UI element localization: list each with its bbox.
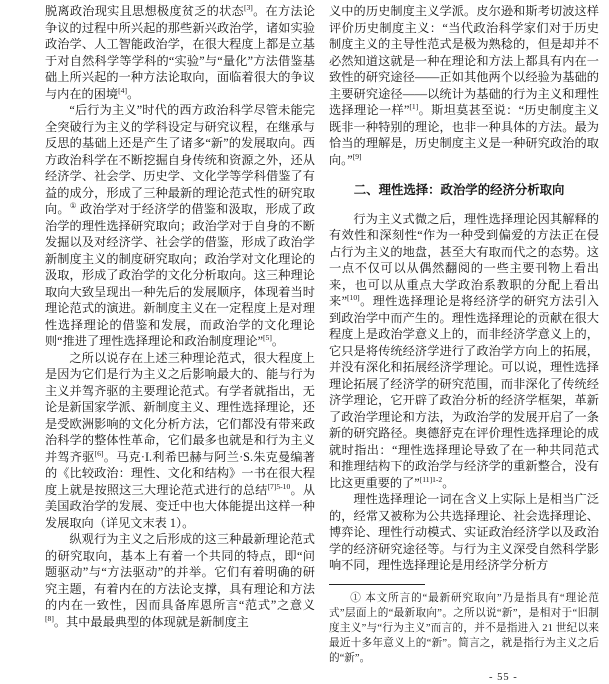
paragraph: 理性选择理论一词在含义上实际上是相当广泛的，经常又被称为公共选择理论、社会选择理论、博弈论、理性行动模式、实证政治经济学以及政治学的经济研究途径等。与行为主义深受自然科学影响不同，理性选择理论是用经济学分析方 — [329, 492, 599, 572]
paragraph: 行为主义式微之后，理性选择理论因其解释的有效性和深刻性“作为一种受到偏爱的方法正在侵占行为主义的地盘，甚至大有取而代之的态势。这一点不仅可以从偶然翻阅的一些主要刊物上看出来，也可以从重点大学政治系教职的分配上看出来”[10]。理性选择理论是将经济学的研究方法引入到政治学中而产生的。理性选择理论的贡献在很大程度上是政治学意义上的，而非经济学意义上的，它只是将传统经济学进行了政治学方向上的拓展，并没有深化和拓展经济学理论。可以说，理性选择理论拓展了经济学的研究范围，而非深化了传统经济学理论，它开辟了政治分析的经济学框架，革新了政治学理论和方法，为政治学的发展开启了一条新的研究路径。奥德舒克在评价理性选择理论的成就时指出：“理性选择理论导致了在一种共同范式和推理结构下的政治学与经济学的重新整合，没有比这更重要的了”$^{[11]1-2}$。 — [329, 211, 599, 490]
paragraph: 脱离政治现实且思想极度贫乏的状态[3]。在方法论争议的过程中所兴起的那些新兴政治学，诸如实验政治学、人工智能政治学，在很大程度上都是立基于对自然科学等学科的“实验”与“量化”方法借鉴基础上所兴起的一种方法论取向，面临着很大的争议与内在的困境[4]。 — [45, 2, 316, 101]
left-column — [45, 3, 315, 666]
section-heading: 二、理性选择：政治学的经济分析取向 — [353, 183, 565, 197]
citation-ref: [7]5-10 — [267, 481, 291, 491]
citation-ref: [8] — [45, 613, 54, 623]
citation-ref: [10] — [347, 292, 360, 302]
paragraph: 义中的历史制度主义学派。皮尔逊和斯考切波这样评价历史制度主义：“当代政治科学家们对于历史制度主义的主导性范式是极为熟稔的，但是却并不必然知道这就是一种在理论和方法上都具有内在一致性的研究途径——正如其他两个以经验为基础的主要研究途径——以统计为基础的行为主义和理性选择理论一样”[1]。斯坦莫甚至说：“历史制度主义既非一种特别的理论，也非一种具体的方法。最为恰当的理解是，历史制度主义是一种研究政治的取向。”[9] — [329, 4, 599, 167]
citation-ref: [6] — [94, 448, 104, 458]
right-column-text — [329, 3, 599, 574]
citation-ref: [9] — [352, 151, 362, 161]
footnote-text: ① 本文所言的“最新研究取向”乃是指具有“理论范式”层面上的“最新取向”。之所以说“新”，是相对于“旧制度主义”与“行为主义”而言的，并不是指进入 21 世纪以来最近十多年意义上的“新”。简言之，就是指行为主义之后的“新”。 — [329, 592, 599, 664]
footnote-separator-rule — [329, 584, 425, 585]
citation-ref: [11]1-2 — [419, 474, 443, 484]
paragraph: 纵观行为主义之后形成的这三种最新理论范式的研究取向，基本上有着一个共同的特点，即“问题驱动”与“方法驱动”的并举。它们有着明确的研究主题，有着内在的方法论支撑，具有理论和方法的内在一致性，因而具备库恩所言“范式”之意义[8]。其中最最典型的体现就是新制度主 — [45, 532, 315, 629]
paragraph: 之所以说存在上述三种理论范式，很大程度上是因为它们是行为主义之后影响最大的、能与行为主义并驾齐驱的主要理论范式。有学者就指出，无论是新国家学派、新制度主义、理性选择理论，还是受欧洲影响的文化分析方法，它们都没有带来政治科学的整体性革命，它们最多也就是和行为主义并驾齐驱[6]。马克·I.利希巴赫与阿兰·S.朱克曼编著的《比较政治：理性、文化和结构》一书在很大程度上就是按照这三大理论范式进行的总结$^{[7]5-10}$。从美国政治学的发展、变迁中也大体能提出这样一种发展取向（详见文末表 1）。 — [45, 350, 316, 530]
two-column-text-area — [45, 3, 599, 666]
right-column — [329, 3, 599, 666]
citation-ref: [4] — [118, 85, 127, 95]
citation-ref: [5] — [263, 332, 272, 342]
page-number: - 55 - — [489, 672, 518, 683]
citation-ref: ① — [69, 200, 77, 210]
citation-ref: [1] — [409, 101, 419, 111]
paragraph: “后行为主义”时代的西方政治科学尽管未能完全突破行为主义的学科设定与研究议程，在继承与反思的基础上还是产生了诸多“新”的发展取向。西方政治科学在不断挖掘自身传统和资源之外，还从经济学、社会学、历史学、文化学等学科借鉴了有益的成分，形成了三种最新的理论范式性的研究取向。① 政治学对于经济学的借鉴和汲取，形成了政治学的理性选择研究取向；政治学对于自身的不断发掘以及对经济学、社会学的借鉴，形成了政治学新制度主义的制度研究取向；政治学对文化理论的汲取，形成了政治学的文化分析取向。这三种理论取向大致呈现出一种先后的发展顺序，体现着当时理论范式的演进。新制度主义在一定程度上是对理性选择理论的借鉴和发展，而政治学的文化理论则“推进了理性选择理论和政治制度理论”[5]。 — [45, 103, 316, 348]
citation-ref: [3] — [243, 2, 253, 12]
